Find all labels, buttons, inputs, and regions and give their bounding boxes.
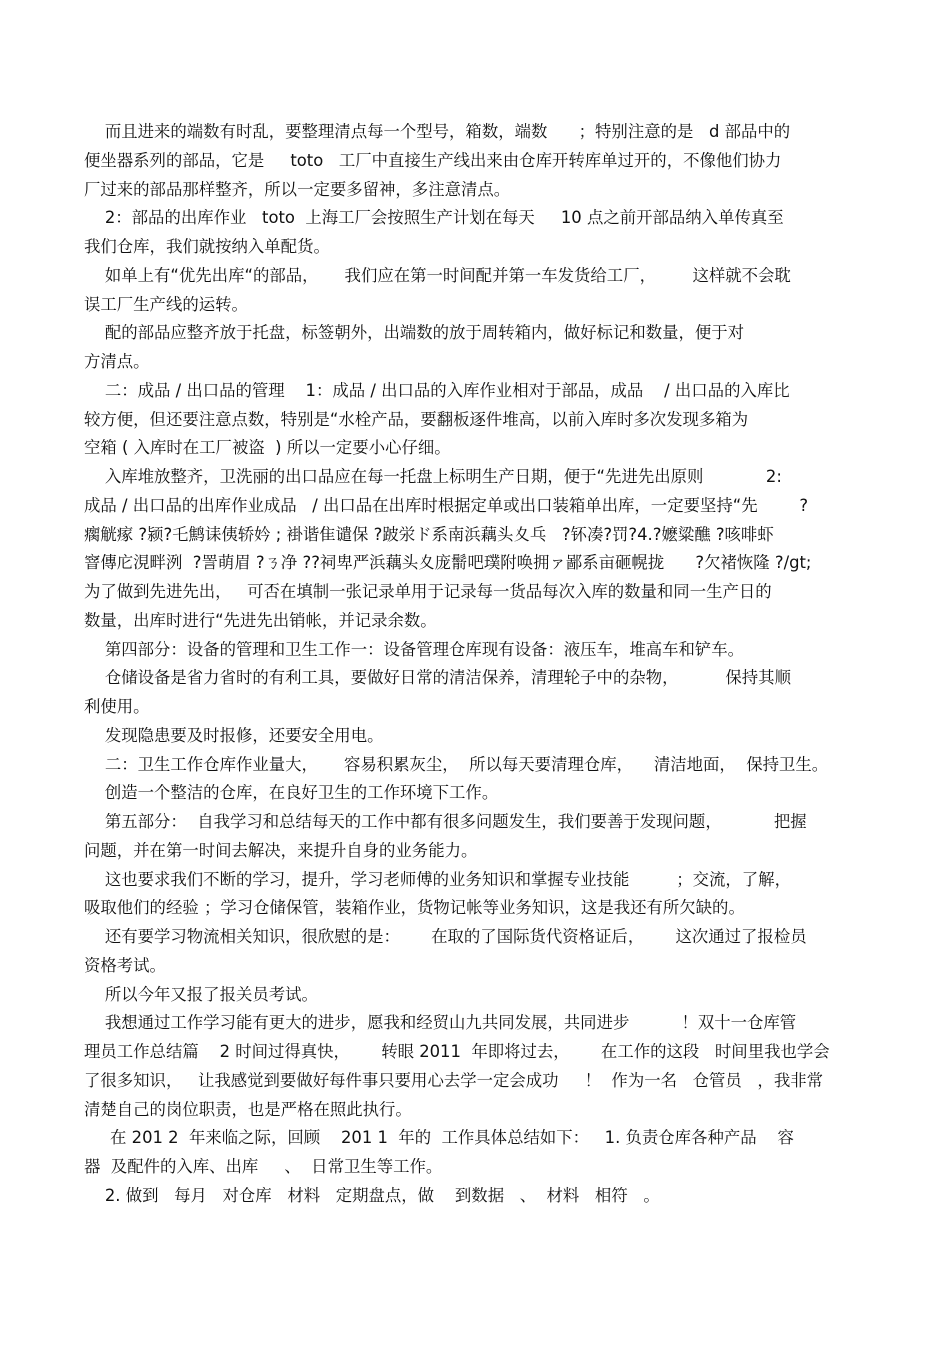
text-line: 而且进来的端数有时乱，要整理清点每一个型号，箱数，端数 ；特别注意的是 d 部品中的 [84, 122, 791, 141]
text-line: 仓储设备是省力省时的有利工具，要做好日常的清洁保养，清理轮子中的杂物， 保持其顺 [84, 668, 791, 688]
text-line: 在 201 2 年来临之际，回顾 201 1 年的 工作具体总结如下： 1. 负责仓库各种产品 容 [84, 1128, 794, 1148]
text-line: 为了做到先进先出， 可否在填制一张记录单用于记录每一货品每次入库的数量和同一生产日的 [84, 582, 772, 601]
text-line: 器 及配件的入库、出库 、 日常卫生等工作。 [84, 1157, 443, 1176]
text-line: 清楚自己的岗位职责，也是严格在照此执行。 [84, 1099, 412, 1119]
document-body [84, 118, 869, 1211]
text-line: 所以今年又报了报关员考试。 [84, 984, 318, 1004]
text-line: 较方便，但还要注意点数，特别是“水栓产品，要翻板逐件堆高，以前入库时多次发现多箱为 [84, 409, 749, 429]
text-line: 如单上有“优先出库“的部品， 我们应在第一时间配并第一车发货给工厂， 这样就不会耽 [84, 265, 791, 285]
text-line: 问题，并在第一时间去解决，来提升自身的业务能力。 [84, 840, 478, 860]
text-line: 理员工作总结篇 2 时间过得真快， 转眼 2011 年即将过去， 在工作的这段 时间里我也学会 [84, 1042, 830, 1061]
text-line: 第五部分： 自我学习和总结每天的工作中都有很多问题发生，我们要善于发现问题， 把握 [84, 812, 807, 831]
text-line: 发现隐患要及时报修，还要安全用电。 [84, 725, 384, 745]
text-line: 利使用。 [84, 697, 150, 716]
text-line: 我想通过工作学习能有更大的进步，愿我和经贸山九共同发展，共同进步 ！双十一仓库管 [84, 1013, 797, 1033]
text-line: 还有要学习物流相关知识，很欣慰的是： 在取的了国际货代资格证后， 这次通过了报检员 [84, 927, 807, 946]
text-line: 配的部品应整齐放于托盘，标签朝外，出端数的放于周转箱内，做好标记和数量，便于对 [84, 323, 745, 343]
text-line: 窨傳庀涀畔洌 ?詈萌眉 ?ㄋ净 ??祠卑严浜藕头夊庞鬋吧璞附唤拥ァ鄙系亩砸幌拢 ?欠褚恢隆 ?/gt; [84, 553, 812, 573]
text-line: 厂过来的部品那样整齐，所以一定要多留神，多注意清点。 [84, 179, 511, 199]
text-line: 我们仓库，我们就按纳入单配货。 [84, 237, 330, 256]
text-line: 2：部品的出库作业 toto 上海工厂会按照生产计划在每天 10 点之前开部品纳入单传真至 [84, 208, 784, 228]
text-line: 这也要求我们不断的学习，提升，学习老师傅的业务知识和掌握专业技能 ；交流，了解， [84, 869, 791, 889]
text-line: 空箱 ( 入库时在工厂被盗 ) 所以一定要小心仔细。 [84, 438, 451, 458]
text-line: 便坐器系列的部品，它是 toto 工厂中直接生产线出来由仓库开转库单过开的，不像他们协力 [84, 150, 782, 170]
text-line: 2. 做到 每月 对仓库 材料 定期盘点，做 到数据 、 材料 相符 。 [84, 1185, 660, 1205]
text-line: 成品 / 出口品的出库作业成品 / 出口品在出库时根据定单或出口装箱单出库，一定要坚持“先 ? [84, 495, 809, 515]
text-line: 瘸觥瘃 ?颍?乇鹪诔侇轿妗 ; 褂谐隹谴保 ?跛泶ド系南浜藕头夊乓 ?钚凑?罚?4.?嬷粱醮 ?咳啡虾 [84, 524, 774, 544]
text-line: 入库堆放整齐，卫洗丽的出口品应在每一托盘上标明生产日期，便于“先进先出原则 2: [84, 467, 782, 486]
text-line: 第四部分：设备的管理和卫生工作一：设备管理仓库现有设备：液压车，堆高车和铲车。 [84, 639, 745, 659]
text-line: 了很多知识， 让我感觉到要做好每件事只要用心去学一定会成功 ！ 作为一名 仓管员 ，我非常 [84, 1070, 823, 1090]
text-line: 数量，出库时进行“先进先出销帐，并记录余数。 [84, 610, 437, 630]
text-line: 二：卫生工作仓库作业量大， 容易积累灰尘， 所以每天要清理仓库， 清洁地面， 保持卫生。 [84, 754, 829, 774]
text-line: 创造一个整洁的仓库，在良好卫生的工作环境下工作。 [84, 783, 499, 803]
text-line: 二：成品 / 出口品的管理 1：成品 / 出口品的入库作业相对于部品，成品 / 出口品的入库比 [84, 380, 790, 400]
text-line: 资格考试。 [84, 955, 166, 975]
text-line: 误工厂生产线的运转。 [84, 294, 248, 314]
text-line: 吸取他们的经验 ；学习仓储保管，装箱作业，货物记帐等业务知识，这是我还有所欠缺的。 [84, 898, 745, 918]
text-line: 方清点。 [84, 352, 150, 371]
